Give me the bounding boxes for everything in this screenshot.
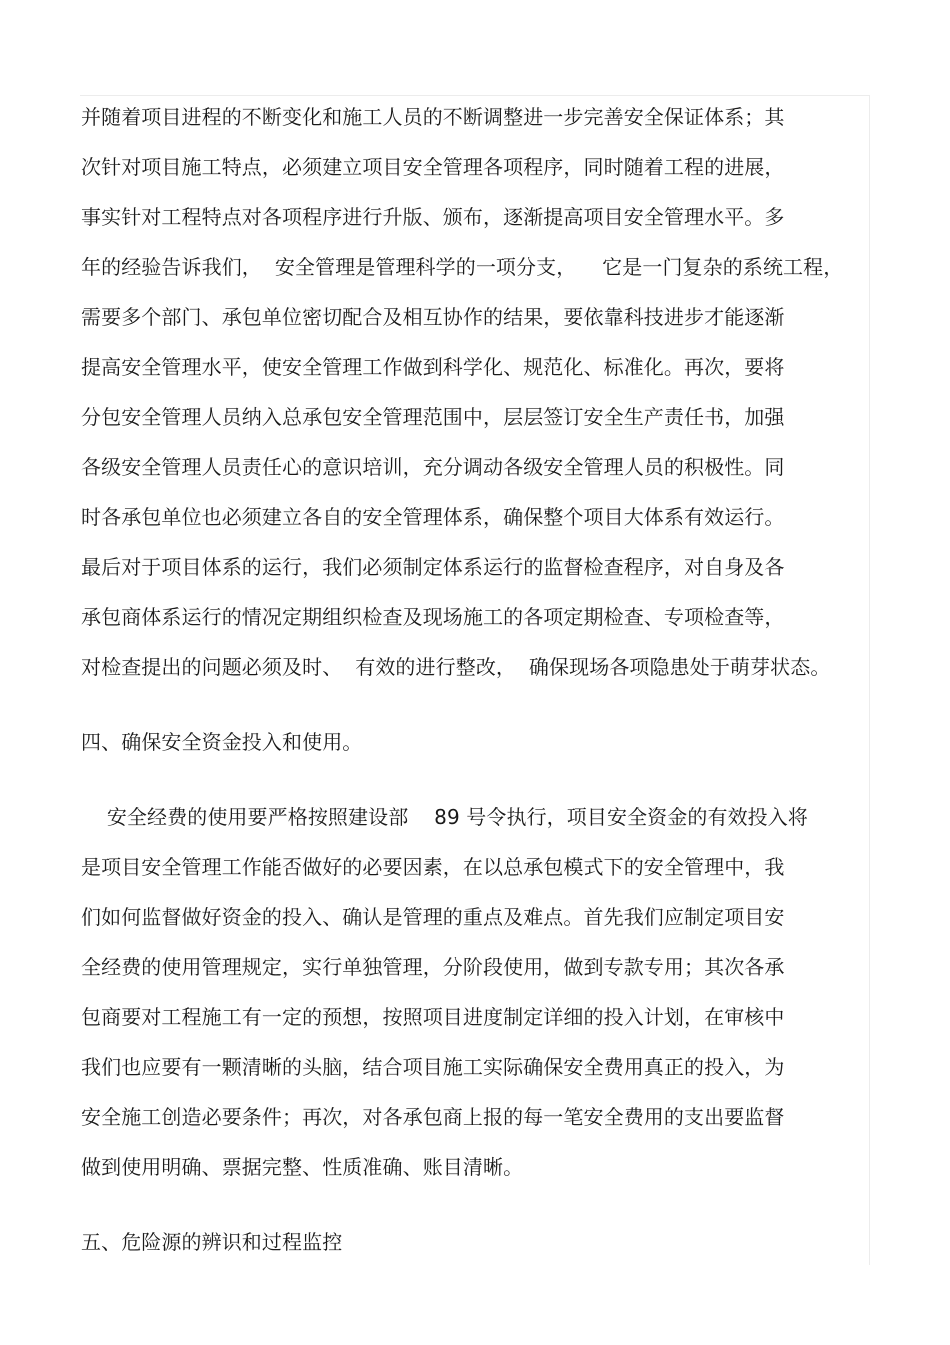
paragraph-2-line-6: 我们也应要有一颗清晰的头脑，结合项目施工实际确保安全费用真正的投入，为 [81,1055,785,1079]
paragraph-1-line-3: 事实针对工程特点对各项程序进行升版、颁布，逐渐提高项目安全管理水平。多 [81,205,785,229]
paragraph-1-line-9: 时各承包单位也必须建立各自的安全管理体系，确保整个项目大体系有效运行。 [81,505,785,529]
section-heading-4: 四、确保安全资金投入和使用。 [81,730,363,754]
paragraph-1-line-10: 最后对于项目体系的运行，我们必须制定体系运行的监督检查程序，对自身及各 [81,555,785,579]
paragraph-1-line-1: 并随着项目进程的不断变化和施工人员的不断调整进一步完善安全保证体系；其 [81,105,785,129]
paragraph-2-line-8: 做到使用明确、票据完整、性质准确、账目清晰。 [81,1155,524,1179]
paragraph-1-line-5: 需要多个部门、承包单位密切配合及相互协作的结果，要依靠科技进步才能逐渐 [81,305,785,329]
paragraph-1-line-4: 年的经验告诉我们， 安全管理是管理科学的一项分支， 它是一门复杂的系统工程， [81,255,844,279]
paragraph-1-line-12: 对检查提出的问题必须及时、 有效的进行整改， 确保现场各项隐患处于萌芽状态。 [81,655,831,679]
page-border-top [80,95,870,96]
paragraph-1-line-11: 承包商体系运行的情况定期组织检查及现场施工的各项定期检查、专项检查等， [81,605,785,629]
paragraph-2-line-4: 全经费的使用管理规定，实行单独管理，分阶段使用，做到专款专用；其次各承 [81,955,785,979]
paragraph-2-line-1: 安全经费的使用要严格按照建设部 89 号令执行，项目安全资金的有效投入将 [81,805,808,829]
paragraph-2-line-2: 是项目安全管理工作能否做好的必要因素，在以总承包模式下的安全管理中，我 [81,855,785,879]
paragraph-1-line-7: 分包安全管理人员纳入总承包安全管理范围中，层层签订安全生产责任书，加强 [81,405,785,429]
paragraph-2-line-3: 们如何监督做好资金的投入、确认是管理的重点及难点。首先我们应制定项目安 [81,905,785,929]
paragraph-2-line-7: 安全施工创造必要条件；再次，对各承包商上报的每一笔安全费用的支出要监督 [81,1105,785,1129]
section-heading-5: 五、危险源的辨识和过程监控 [81,1230,343,1254]
paragraph-2-line-5: 包商要对工程施工有一定的预想，按照项目进度制定详细的投入计划，在审核中 [81,1005,785,1029]
paragraph-1-line-2: 次针对项目施工特点，必须建立项目安全管理各项程序，同时随着工程的进展， [81,155,785,179]
paragraph-1-line-8: 各级安全管理人员责任心的意识培训，充分调动各级安全管理人员的积极性。同 [81,455,785,479]
paragraph-1-line-6: 提高安全管理水平，使安全管理工作做到科学化、规范化、标准化。再次，要将 [81,355,785,379]
page-border-right [869,95,870,1265]
